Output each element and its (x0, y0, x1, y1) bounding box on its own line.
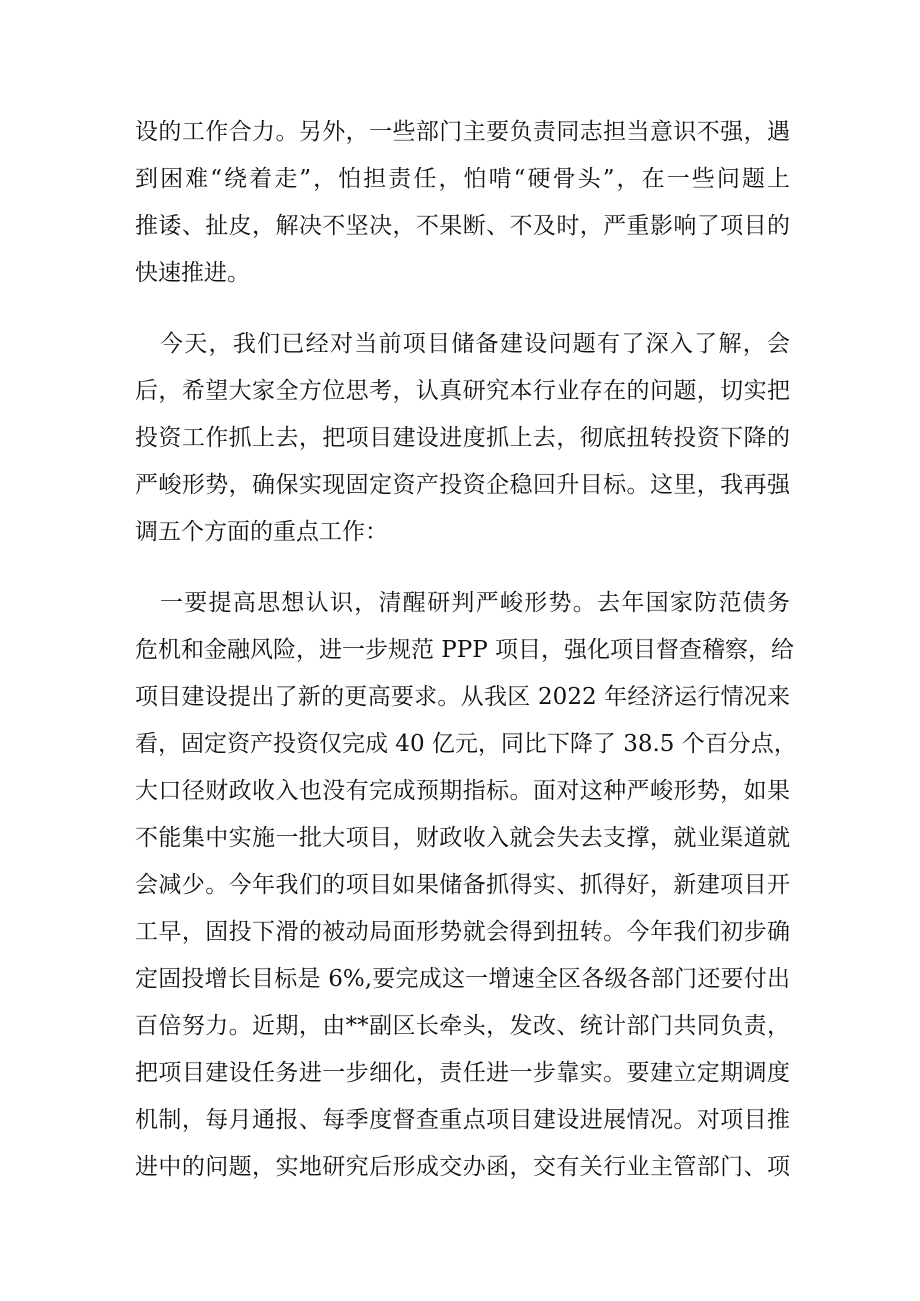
text-line: 今天，我们已经对当前项目储备建设问题有了深入了解，会 (160, 331, 790, 357)
text-line: 投资工作抓上去，把项目建设进度抓上去，彻底扭转投资下降的 (135, 425, 790, 451)
text-line: 推诿、扯皮，解决不坚决，不果断、不及时，严重影响了项目的 (135, 213, 790, 239)
text-line: 进中的问题，实地研究后形成交办函，交有关行业主管部门、项 (135, 1154, 790, 1180)
text-line: 百倍努力。近期，由**副区长牵头，发改、统计部门共同负责， (135, 1013, 790, 1039)
text-line: 机制，每月通报、每季度督查重点项目建设进展情况。对项目推 (135, 1107, 790, 1133)
text-line: 看，固定资产投资仅完成 40 亿元，同比下降了 38.5 个百分点， (135, 731, 797, 757)
text-line: 后，希望大家全方位思考，认真研究本行业存在的问题，切实把 (135, 378, 790, 404)
text-line: 定固投增长目标是 6%,要完成这一增速全区各级各部门还要付出 (135, 966, 790, 992)
text-line: 严峻形势，确保实现固定资产投资企稳回升目标。这里，我再强 (135, 472, 790, 498)
text-line: 到困难“绕着走”，怕担责任，怕啃“硬骨头”，在一些问题上 (135, 166, 790, 192)
text-line: 快速推进。 (135, 260, 250, 286)
text-line: 会减少。今年我们的项目如果储备抓得实、抓得好，新建项目开 (135, 872, 790, 898)
text-line: 项目建设提出了新的更高要求。从我区 2022 年经济运行情况来 (135, 684, 790, 710)
text-line: 大口径财政收入也没有完成预期指标。面对这种严峻形势，如果 (135, 778, 790, 804)
text-line: 把项目建设任务进一步细化，责任进一步靠实。要建立定期调度 (135, 1060, 790, 1086)
text-line: 调五个方面的重点工作： (135, 519, 388, 545)
text-line: 一要提高思想认识，清醒研判严峻形势。去年国家防范债务 (160, 590, 790, 616)
text-line: 工早，固投下滑的被动局面形势就会得到扭转。今年我们初步确 (135, 919, 790, 945)
text-line: 危机和金融风险，进一步规范 PPP 项目，强化项目督查稽察，给 (135, 637, 795, 663)
text-line: 设的工作合力。另外，一些部门主要负责同志担当意识不强，遇 (135, 119, 790, 145)
text-line: 不能集中实施一批大项目，财政收入就会失去支撑，就业渠道就 (135, 825, 790, 851)
